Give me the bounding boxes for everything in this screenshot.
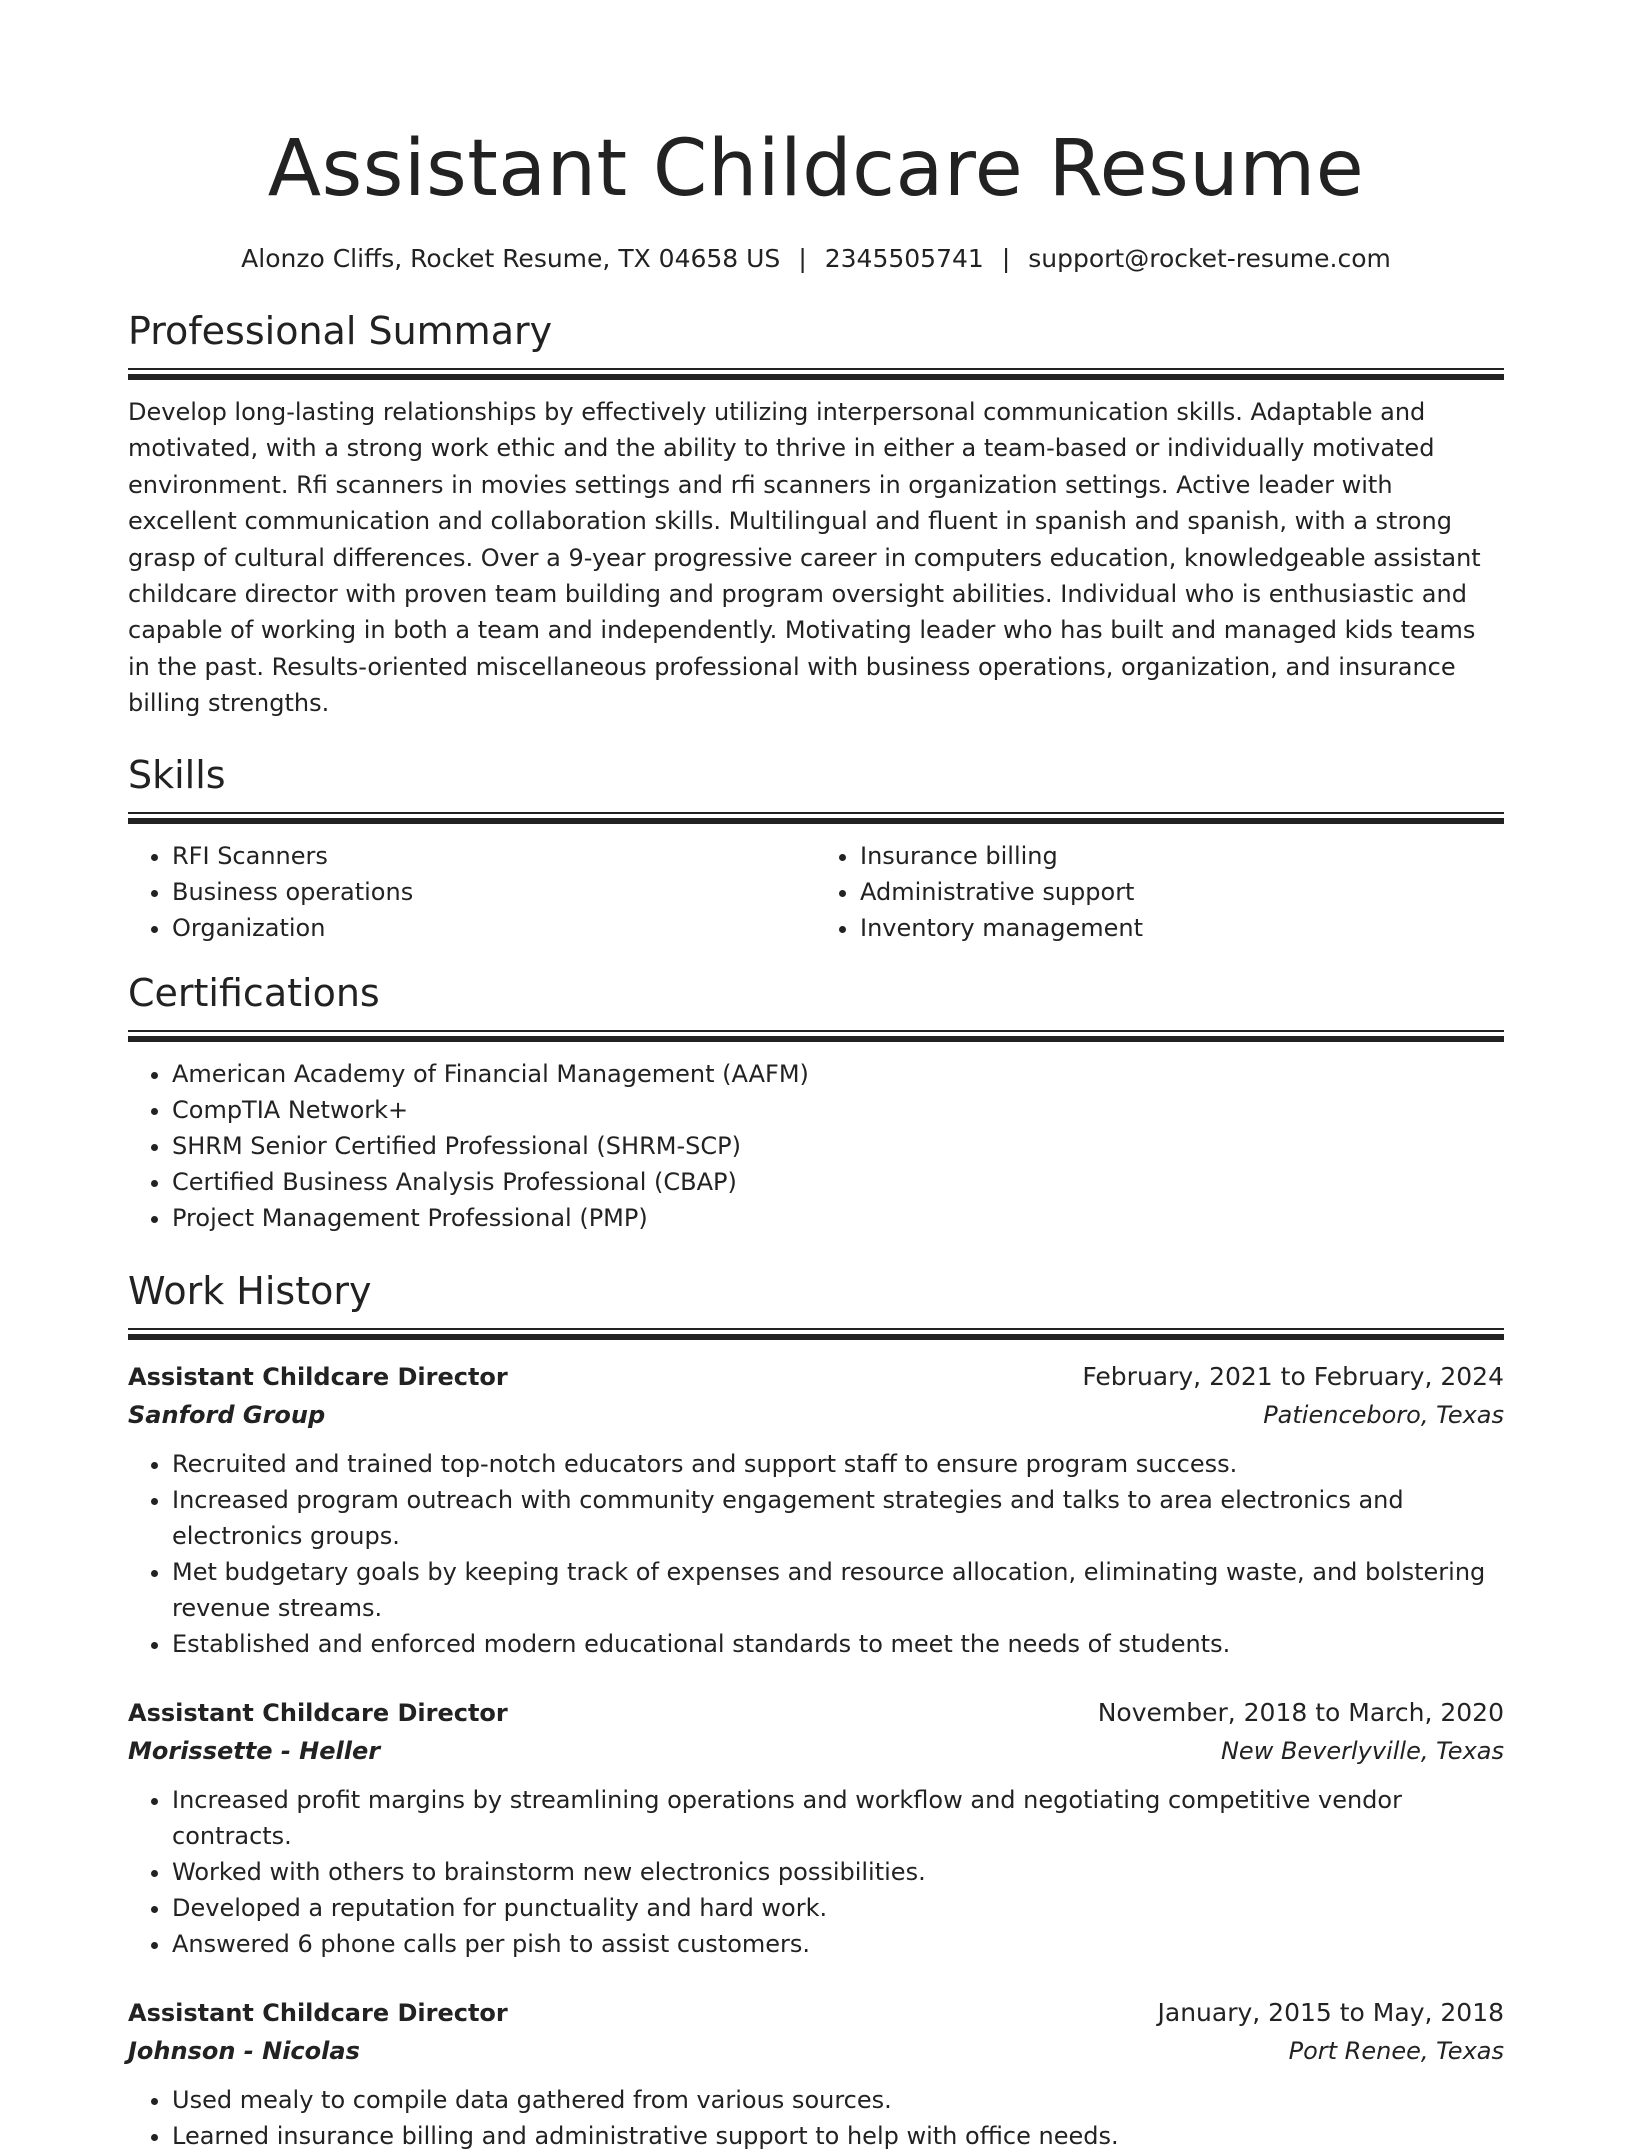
certifications-heading: Certifications <box>128 970 380 1015</box>
skills-right-list <box>816 838 1504 946</box>
job-header-row <box>128 1694 1504 1732</box>
job-title: Assistant Childcare Director <box>128 1998 508 2027</box>
job-dates: January, 2015 to May, 2018 <box>1157 1997 1504 2027</box>
resume-page <box>128 0 1504 2154</box>
job-header-row <box>128 1994 1504 2032</box>
summary-heading: Professional Summary <box>128 309 553 353</box>
skills-columns <box>128 838 1504 946</box>
certifications-list <box>128 1056 1504 1236</box>
job-bullet: • Learned insurance billing and administrative support to help with office needs. <box>172 2118 1504 2154</box>
skill-item: • RFI Scanners <box>172 838 816 874</box>
job-company: Morissette - Heller <box>128 1736 381 1765</box>
job-bullet: • Recruited and trained top-notch educators and support staff to ensure program success. <box>172 1446 1504 1482</box>
certification-item: • American Academy of Financial Management (AAFM) <box>172 1056 1504 1092</box>
job-subheader-row <box>128 1732 1504 1770</box>
work-history-section <box>128 1266 1504 2154</box>
job-bullet: • Increased profit margins by streamlining operations and workflow and negotiating competitive vendor contracts. <box>172 1782 1504 1854</box>
skills-left-list <box>128 838 816 946</box>
skill-item: • Organization <box>172 910 816 946</box>
certifications-section <box>128 968 1504 1236</box>
job-header-row <box>128 1358 1504 1396</box>
certification-item: • Certified Business Analysis Professional (CBAP) <box>172 1164 1504 1200</box>
section-divider <box>128 1030 1504 1042</box>
resume-title: Assistant Childcare Resume <box>267 124 1365 214</box>
skills-section <box>128 750 1504 946</box>
job-location: Port Renee, Texas <box>1288 2036 1504 2065</box>
summary-text: Develop long-lasting relationships by effectively utilizing interpersonal communication skills. Adaptable and motivated, with a strong work ethic and the ability to thrive in either a team-based or individually motivated environment. Rfi scanners in movies settings and rfi scanners in organization settings. Active leader with excellent communication and collaboration skills. Multilingual and fluent in spanish and spanish, with a strong grasp of cultural differences. Over a 9-year progressive career in computers education, knowledgeable assistant childcare director with proven team building and program oversight abilities. Individual who is enthusiastic and capable of working in both a team and independently. Motivating leader who has built and managed kids teams in the past. Results-oriented miscellaneous professional with business operations, organization, and insurance billing strengths. <box>128 398 1481 718</box>
job-bullet: • Used mealy to compile data gathered from various sources. <box>172 2082 1504 2118</box>
skills-heading: Skills <box>128 752 226 797</box>
job-bullets <box>128 1446 1504 1662</box>
contact-address: Alonzo Cliffs, Rocket Resume, TX 04658 US <box>241 244 781 273</box>
certification-item: • Project Management Professional (PMP) <box>172 1200 1504 1236</box>
skill-item: • Business operations <box>172 874 816 910</box>
job-entry <box>128 1358 1504 1662</box>
job-bullet: • Established and enforced modern educational standards to meet the needs of students. <box>172 1626 1504 1662</box>
job-dates: February, 2021 to February, 2024 <box>1082 1361 1504 1391</box>
job-bullets <box>128 1782 1504 1962</box>
skill-item: • Insurance billing <box>860 838 1504 874</box>
job-location: Patienceboro, Texas <box>1263 1400 1504 1429</box>
skill-item: • Inventory management <box>860 910 1504 946</box>
job-bullet: • Worked with others to brainstorm new electronics possibilities. <box>172 1854 1504 1890</box>
job-title: Assistant Childcare Director <box>128 1362 508 1391</box>
job-bullet: • Developed a reputation for punctuality and hard work. <box>172 1890 1504 1926</box>
job-company: Johnson - Nicolas <box>128 2036 360 2065</box>
job-subheader-row <box>128 2032 1504 2070</box>
summary-section <box>128 306 1504 722</box>
job-location: New Beverlyville, Texas <box>1220 1736 1504 1765</box>
section-divider <box>128 1328 1504 1340</box>
work-history-heading: Work History <box>128 1268 372 1313</box>
contact-separator: | <box>1001 244 1011 273</box>
job-bullet: • Met budgetary goals by keeping track of expenses and resource allocation, eliminating waste, and bolstering revenue streams. <box>172 1554 1504 1626</box>
job-subheader-row <box>128 1396 1504 1434</box>
job-entry <box>128 1994 1504 2154</box>
job-company: Sanford Group <box>128 1400 326 1429</box>
job-entry <box>128 1694 1504 1962</box>
job-bullet: • Increased program outreach with community engagement strategies and talks to area electronics and electronics groups. <box>172 1482 1504 1554</box>
certification-item: • CompTIA Network+ <box>172 1092 1504 1128</box>
job-bullets <box>128 2082 1504 2154</box>
skill-item: • Administrative support <box>860 874 1504 910</box>
contact-email: support@rocket-resume.com <box>1028 244 1391 273</box>
job-bullet: • Answered 6 phone calls per pish to assist customers. <box>172 1926 1504 1962</box>
contact-phone: 2345505741 <box>824 244 984 273</box>
certification-item: • SHRM Senior Certified Professional (SHRM-SCP) <box>172 1128 1504 1164</box>
job-dates: November, 2018 to March, 2020 <box>1097 1697 1504 1727</box>
job-title: Assistant Childcare Director <box>128 1698 508 1727</box>
section-divider <box>128 368 1504 380</box>
section-divider <box>128 812 1504 824</box>
contact-line <box>128 242 1504 276</box>
contact-separator: | <box>798 244 807 273</box>
